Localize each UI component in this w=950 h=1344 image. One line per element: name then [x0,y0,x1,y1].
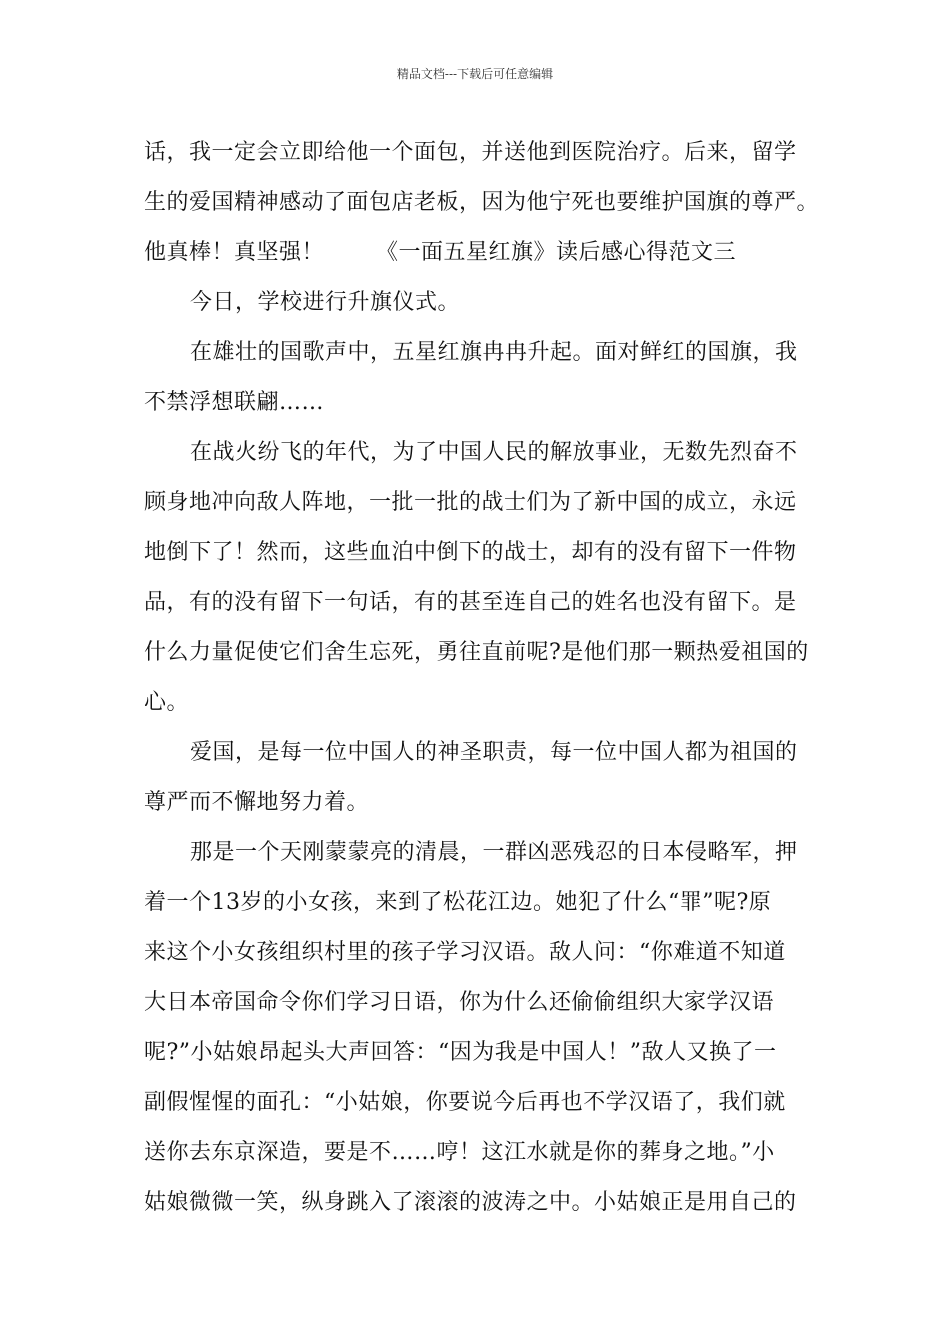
text-line: 顾身地冲向敌人阵地，一批一批的战士们为了新中国的成立，永远 [144,490,797,515]
article-title: 《一面五星红旗》读后感心得范文三 [376,240,737,265]
text-line: 地倒下了！然而，这些血泊中倒下的战士，却有的没有留下一件物 [144,540,797,565]
text-line: 爱国，是每一位中国人的神圣职责，每一位中国人都为祖国的 [190,740,798,765]
text-line: 呢?”小姑娘昂起头大声回答：“因为我是中国人！”敌人又换了一 [144,1040,777,1065]
text-line: 大日本帝国命令你们学习日语，你为什么还偷偷组织大家学汉语 [144,990,775,1015]
text-line: 今日，学校进行升旗仪式。 [190,290,461,315]
text-line: 在战火纷飞的年代，为了中国人民的解放事业，无数先烈奋不 [190,440,798,465]
text-line: 在雄壮的国歌声中，五星红旗冉冉升起。面对鲜红的国旗，我 [190,340,798,365]
text-line: 尊严而不懈地努力着。 [144,790,370,815]
text-line: 不禁浮想联翩…… [144,390,325,415]
text-line: 那是一个天刚蒙蒙亮的清晨，一群凶恶残忍的日本侵略军，押 [190,840,798,865]
text-line [144,228,814,278]
text-line: 副假惺惺的面孔：“小姑娘，你要说今后再也不学汉语了，我们就 [144,1090,786,1115]
page-header: 精品文档---下载后可任意编辑 [396,67,554,81]
text-line: 着一个13岁的小女孩，来到了松花江边。她犯了什么“罪”呢?原 [144,890,772,915]
text-line: 品，有的没有留下一句话，有的甚至连自己的姓名也没有留下。是 [144,590,797,615]
text-line: 心。 [144,690,190,715]
text-fragment: 他真棒！真坚强！ [144,240,325,265]
text-line: 话，我一定会立即给他一个面包，并送他到医院治疗。后来，留学 [144,140,797,165]
document-body [144,128,820,1228]
text-line: 生的爱国精神感动了面包店老板，因为他宁死也要维护国旗的尊严。 [144,190,820,215]
text-line: 什么力量促使它们舍生忘死，勇往直前呢?是他们那一颗热爱祖国的 [144,640,809,665]
text-line: 来这个小女孩组织村里的孩子学习汉语。敌人问：“你难道不知道 [144,940,786,965]
text-line: 姑娘微微一笑，纵身跳入了滚滚的波涛之中。小姑娘正是用自己的 [144,1190,797,1215]
text-line: 送你去东京深造，要是不……哼！这江水就是你的葬身之地。”小 [144,1140,775,1165]
